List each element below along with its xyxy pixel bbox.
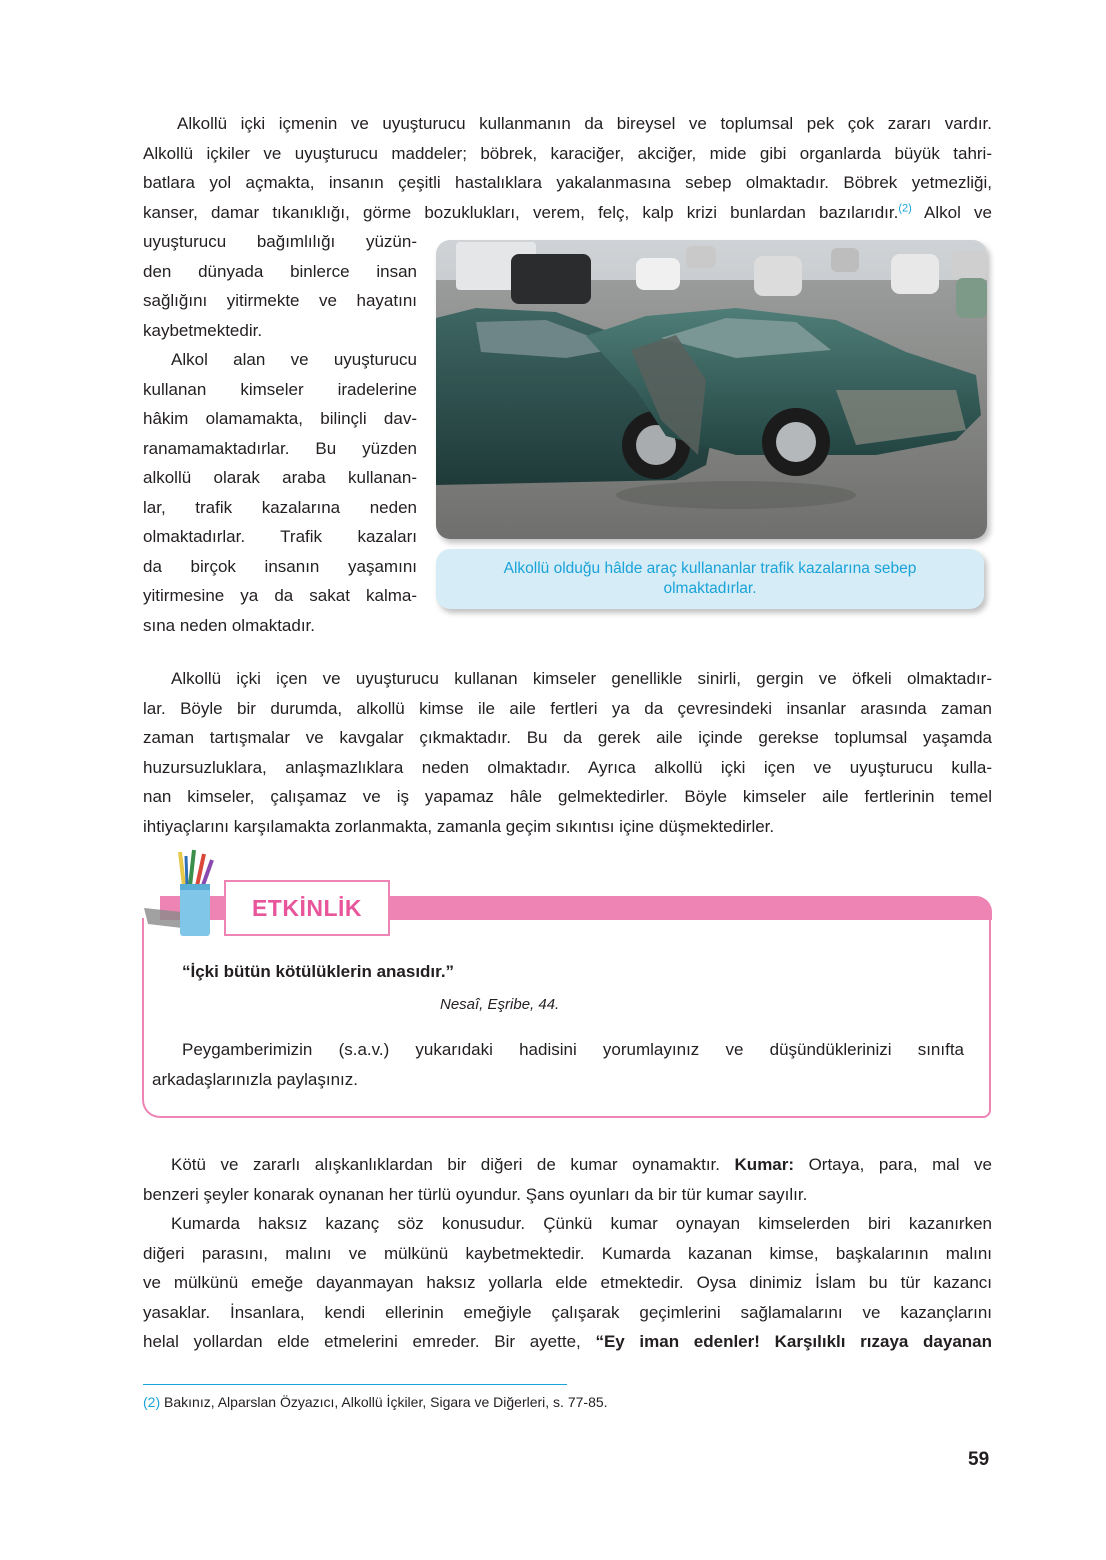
text-segment: Kötü ve zararlı alışkanlıklardan bir diğeri de kumar oynamaktır. [171, 1155, 735, 1174]
photo-caption: Alkollü olduğu hâlde araç kullananlar trafik kazalarına sebep olmaktadırlar. [436, 549, 984, 609]
activity-instruction [152, 1035, 964, 1094]
page-number: 59 [968, 1449, 990, 1470]
pencil-cup-icon [142, 846, 222, 938]
text-segment: helal yollardan elde etmelerini emreder. Bir ayette, [143, 1332, 596, 1351]
text-line: olmaktadırlar. Trafik kazaları [143, 527, 417, 546]
verse-quote: “Ey iman edenler! Karşılıklı rızaya dayanan [595, 1332, 993, 1351]
text-line: lar, trafik kazalarına neden [143, 497, 417, 517]
paragraph-effects [143, 664, 992, 841]
text-line: yasaklar. İnsanlara, kendi ellerinin emeğiyle çalışarak geçimlerini sağlamalarını ve kazançlarını [143, 1302, 992, 1322]
text-line: alkollü olarak araba kullanan- [143, 468, 417, 487]
text-line: benzeri şeyler konarak oynanan her türlü oyundur. Şans oyunları da bir tür kumar sayılır. [143, 1184, 808, 1204]
hadith-quote: “İçki bütün kötülüklerin anasıdır.” [182, 962, 455, 981]
text-line: Alkollü içkiler ve uyuşturucu maddeler; böbrek, karaciğer, akciğer, mide gibi organlarda büyük tahri- [143, 143, 992, 163]
text-line: zaman tartışmalar ve kavgalar çıkmaktadır. Bu da gerek aile içinde gerekse toplumsal yaşamda [143, 728, 992, 747]
text-line: kullanan kimseler iradelerine [143, 379, 417, 399]
text-line: Alkollü içki içen ve uyuşturucu kullanan kimseler genellikle sinirli, gergin ve öfkeli olmaktadır- [171, 669, 992, 688]
text-line: Alkol alan ve uyuşturucu [171, 350, 417, 369]
term-kumar: Kumar: [734, 1155, 795, 1174]
text-line: hâkim olamamakta, bilinçli dav- [143, 409, 417, 428]
text-line: sına neden olmaktadır. [143, 615, 316, 635]
text-line: Kumarda haksız kazanç söz konusudur. Çünkü kumar oynayan kimselerden biri kazanırken [171, 1214, 992, 1233]
text-line: batlara yol açmakta, insanın çeşitli hastalıklara yakalanmasına sebep olmaktadır. Böbrek yetmezliği, [143, 173, 992, 192]
text-line: da birçok insanın yaşamını [143, 556, 417, 576]
text-line: lar. Böyle bir durumda, alkollü kimse ile aile fertleri ya da çevresindeki insanlar arasında zaman [143, 698, 992, 718]
paragraph-intro [143, 109, 992, 227]
car-crash-photo [436, 240, 987, 539]
text-segment: Alkol ve [911, 202, 993, 222]
text-line: uyuşturucu bağımlılığı yüzün- [143, 232, 417, 251]
text-line [143, 1150, 992, 1180]
text-line: arkadaşlarınızla paylaşınız. [152, 1069, 358, 1089]
text-line: Alkollü içki içmenin ve uyuşturucu kullanmanın da bireysel ve toplumsal pek çok zararı vardır. [177, 114, 992, 133]
paragraph-gambling-definition [143, 1150, 992, 1209]
text-line: sağlığını yitirmekte ve hayatını [143, 291, 417, 310]
text-line: Peygamberimizin (s.a.v.) yukarıdaki hadisini yorumlayınız ve düşündüklerinizi sınıfta [182, 1040, 964, 1059]
footnote-divider [143, 1384, 567, 1385]
text-line [143, 1327, 992, 1357]
text-line: ranamamaktadırlar. Bu yüzden [143, 438, 417, 458]
text-line: den dünyada binlerce insan [143, 261, 417, 281]
text-line: ihtiyaçlarını karşılamakta zorlanmakta, zamanla geçim sıkıntısı içine düşmektedirler. [143, 816, 775, 836]
footnote-text: Bakınız, Alparslan Özyazıcı, Alkollü İçkiler, Sigara ve Diğerleri, s. 77-85. [160, 1394, 608, 1410]
text-line: diğeri parasını, malını ve mülkünü kaybetmektedir. Kumarda kazanan kimse, başkalarının malını [143, 1243, 992, 1263]
text-line: ve mülkünü emeğe dayanmayan haksız yollarla elde etmektedir. Oysa dinimiz İslam bu tür kazancı [143, 1273, 992, 1292]
text-line: yitirmesine ya da sakat kalma- [143, 586, 417, 605]
footnote-ref[interactable]: (2) [898, 201, 912, 214]
text-line: huzursuzluklara, anlaşmazlıklara neden olmaktadır. Ayrıca alkollü içki içen ve uyuşturucu kulla- [143, 757, 992, 777]
left-column-text [143, 227, 417, 640]
paragraph-gambling-harm [143, 1209, 992, 1357]
text-line: kaybetmektedir. [143, 320, 263, 340]
text-line: nan kimseler, çalışamaz ve iş yapamaz hâle gelmektedirler. Böyle kimseler aile fertlerinin temel [143, 787, 992, 806]
footnote [143, 1393, 608, 1411]
text-line [143, 198, 992, 228]
text-segment: kanser, damar tıkanıklığı, görme bozuklukları, verem, felç, kalp krizi bunlardan bazılarıdır. [143, 202, 899, 222]
text-segment: Ortaya, para, mal ve [794, 1155, 992, 1174]
hadith-source: Nesaî, Eşribe, 44. [440, 996, 560, 1013]
activity-label: ETKİNLİK [224, 880, 390, 936]
footnote-number: (2) [143, 1394, 161, 1410]
